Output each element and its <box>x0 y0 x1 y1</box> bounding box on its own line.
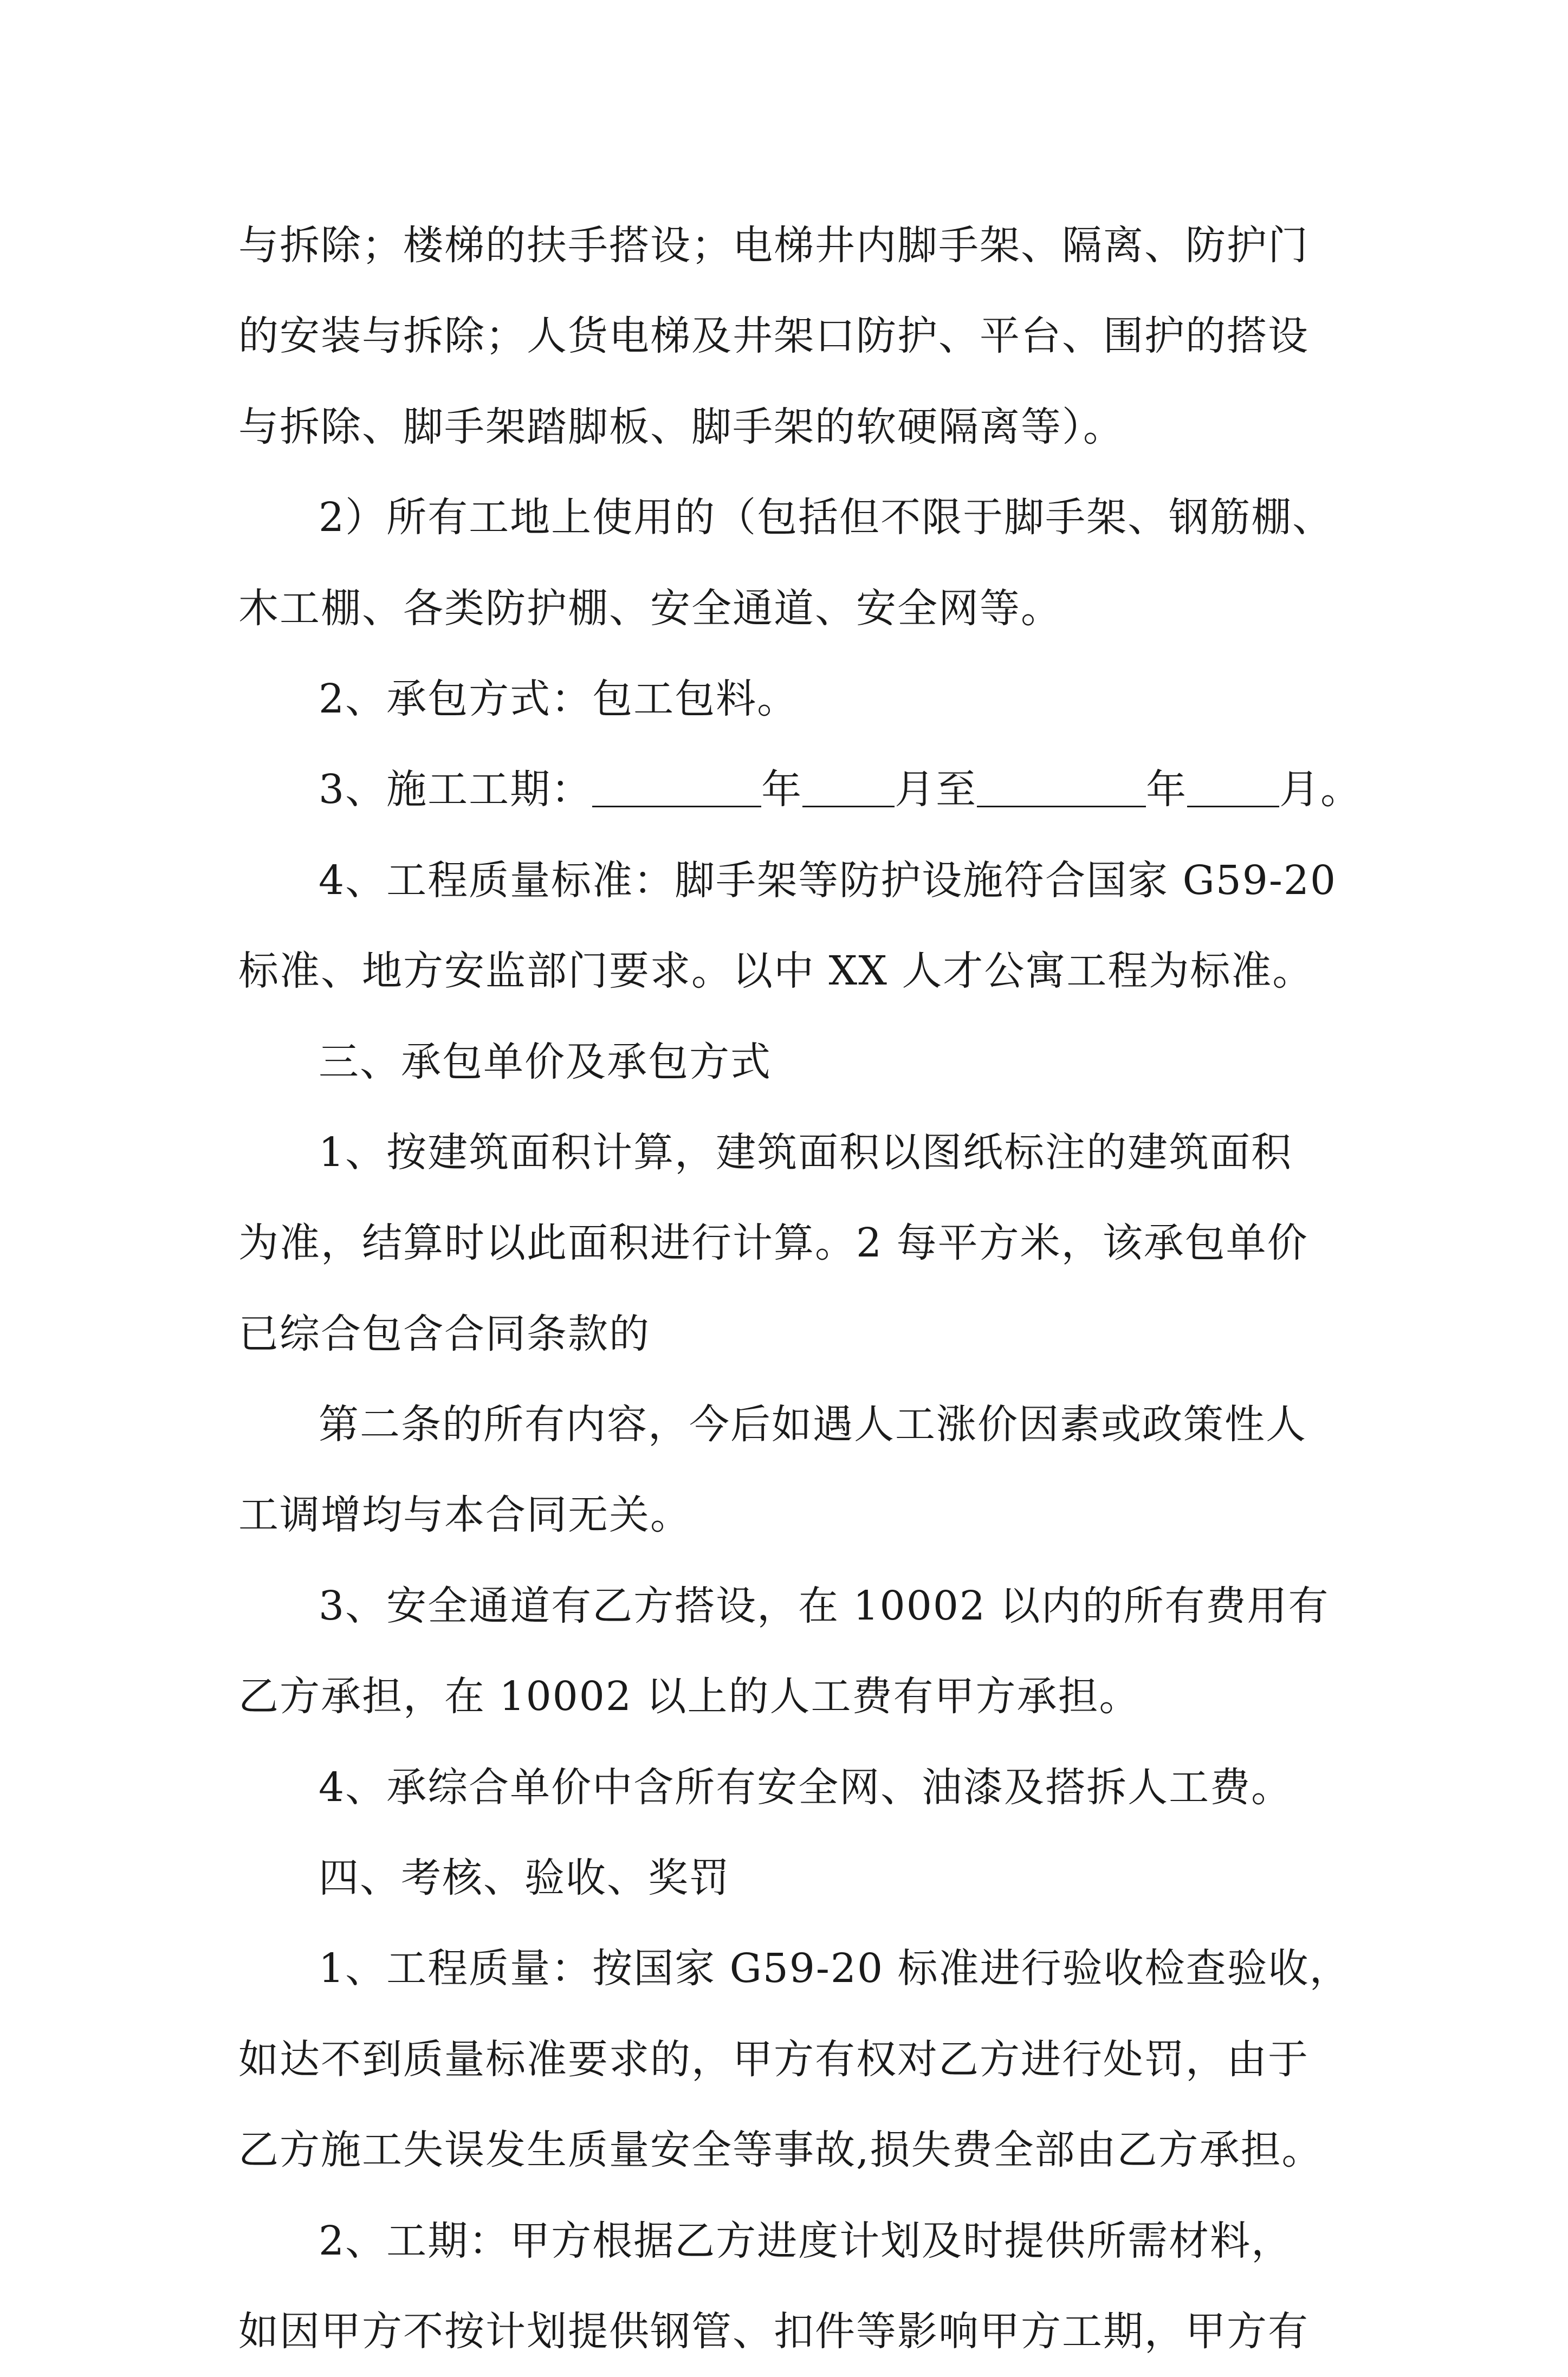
fill-blank <box>1187 773 1279 807</box>
text-line: 乙方施工失误发生质量安全等事故,损失费全部由乙方承担。 <box>238 2127 1323 2174</box>
text-line: 的安装与拆除；人货电梯及井架口防护、平台、围护的搭设 <box>238 313 1309 360</box>
text-line: 如因甲方不按计划提供钢管、扣件等影响甲方工期，甲方有 <box>238 2308 1309 2355</box>
schedule-month-to-label: 月至 <box>895 766 977 813</box>
schedule-year-label: 年 <box>761 766 803 813</box>
schedule-year-label: 年 <box>1146 766 1188 813</box>
text-line: 4、工程质量标准：脚手架等防护设施符合国家 G59-20 <box>319 857 1337 904</box>
text-line: 2、承包方式：包工包料。 <box>319 675 799 722</box>
text-line: 3、安全通道有乙方搭设，在 10002 以内的所有费用有 <box>319 1582 1330 1629</box>
text-line: 2）所有工地上使用的（包括但不限于脚手架、钢筋棚、 <box>319 494 1334 541</box>
text-line: 4、承综合单价中含所有安全网、油漆及搭拆人工费。 <box>319 1764 1293 1811</box>
text-line: 与拆除；楼梯的扶手搭设；电梯井内脚手架、隔离、防护门 <box>238 222 1309 269</box>
schedule-month-end-label: 月。 <box>1279 766 1362 813</box>
section-heading: 三、承包单价及承包方式 <box>319 1038 772 1085</box>
section-heading: 四、考核、验收、奖罚 <box>319 1855 730 1902</box>
text-line: 为准，结算时以此面积进行计算。2 每平方米，该承包单价 <box>238 1220 1308 1267</box>
text-line: 乙方承担，在 10002 以上的人工费有甲方承担。 <box>238 1673 1141 1720</box>
text-line: 1、按建筑面积计算，建筑面积以图纸标注的建筑面积 <box>319 1129 1293 1176</box>
text-line: 木工棚、各类防护棚、安全通道、安全网等。 <box>238 585 1062 632</box>
text-line: 1、工程质量：按国家 G59-20 标准进行验收检查验收， <box>319 1945 1351 1992</box>
text-line: 工调增均与本合同无关。 <box>238 1492 691 1539</box>
text-line: 2、工期：甲方根据乙方进度计划及时提供所需材料， <box>319 2217 1293 2264</box>
text-line: 如达不到质量标准要求的，甲方有权对乙方进行处罚，由于 <box>238 2036 1309 2083</box>
schedule-prefix: 3、施工工期： <box>319 766 593 813</box>
fill-blank <box>977 773 1146 807</box>
fill-blank <box>592 773 761 807</box>
text-line: 已综合包含合同条款的 <box>238 1310 650 1357</box>
schedule-line <box>238 744 1362 835</box>
text-line: 与拆除、脚手架踏脚板、脚手架的软硬隔离等）。 <box>238 403 1124 450</box>
document-body <box>238 200 1362 2377</box>
fill-blank <box>802 773 895 807</box>
text-line: 标准、地方安监部门要求。以中 XX 人才公寓工程为标准。 <box>238 948 1314 995</box>
text-line: 第二条的所有内容，今后如遇人工涨价因素或政策性人 <box>319 1401 1307 1448</box>
